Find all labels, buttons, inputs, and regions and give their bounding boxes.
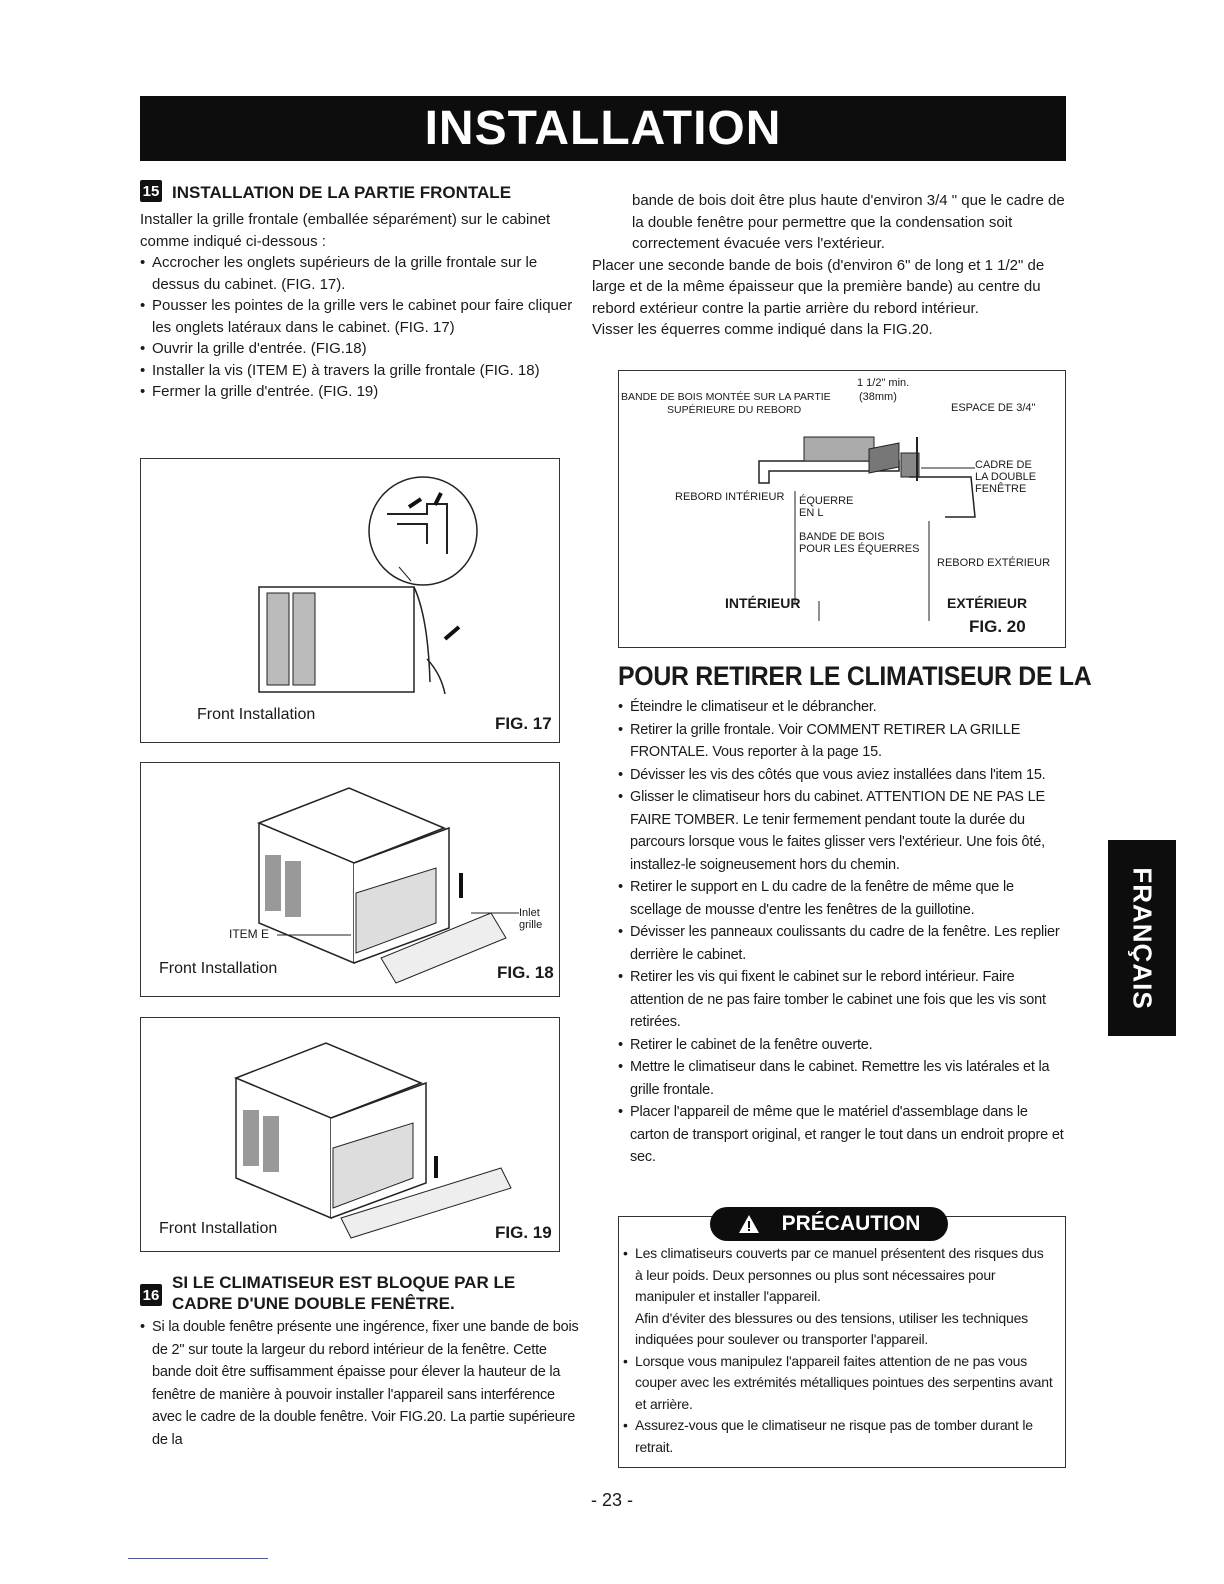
- espace-label: ESPACE DE 3/4": [951, 402, 1036, 414]
- warning-icon: [738, 1214, 760, 1234]
- mm-label: (38mm): [859, 391, 897, 403]
- figure-19-illustration: [141, 1018, 559, 1251]
- list-item: • Mettre le climatiseur dans le cabinet. Remettre les vis latérales et la grille frontale.: [618, 1056, 1066, 1101]
- rebord-exterieur-label: REBORD EXTÉRIEUR: [937, 557, 1051, 569]
- section-15-list: [140, 252, 580, 403]
- list-item: • Dévisser les vis des côtés que vous aviez installées dans l'item 15.: [618, 764, 1066, 787]
- interieur-label: INTÉRIEUR: [725, 595, 801, 611]
- figure-19: [140, 1017, 560, 1252]
- list-item: • Accrocher les onglets supérieurs de la grille frontale sur le dessus du cabinet. (FIG. 17).: [140, 252, 580, 295]
- list-item: • Retirer le cabinet de la fenêtre ouverte.: [618, 1034, 1066, 1057]
- list-item: • Dévisser les panneaux coulissants du cadre de la fenêtre. Les replier derrière le cabinet.: [618, 921, 1066, 966]
- rebord-interieur-label: REBORD INTÉRIEUR: [675, 491, 785, 503]
- list-item: • Retirer le support en L du cadre de la fenêtre de même que le scellage de mousse d'entre les fenêtres de la guillotine.: [618, 876, 1066, 921]
- section-15-title: INSTALLATION DE LA PARTIE FRONTALE: [172, 183, 512, 202]
- bande-equerres-label-1: BANDE DE BOIS: [799, 531, 885, 543]
- list-item: • Retirer la grille frontale. Voir COMMENT RETIRER LA GRILLE FRONTALE. Vous reporter à la page 15.: [618, 719, 1066, 764]
- equerre-label-1: ÉQUERRE: [799, 495, 854, 507]
- section-15-body: [140, 209, 580, 403]
- list-item: • Pousser les pointes de la grille vers le cabinet pour faire cliquer les onglets latéraux dans le cabinet. (FIG. 17): [140, 295, 580, 338]
- caution-title: PRÉCAUTION: [781, 1212, 921, 1235]
- removal-section: [618, 660, 1092, 1169]
- section-16-list: [140, 1316, 580, 1451]
- list-item: • Installer la vis (ITEM E) à travers la grille frontale (FIG. 18): [140, 360, 580, 382]
- language-tab-label: FRANÇAIS: [1127, 866, 1158, 1010]
- figure-20: [618, 370, 1066, 648]
- min-dimension-label: 1 1/2" min.: [857, 377, 910, 389]
- inlet-grille-label: Inlet grille: [519, 907, 543, 931]
- figure-17-caption: Front Installation: [197, 706, 316, 723]
- removal-list: [618, 696, 1066, 1169]
- figure-17-label: FIG. 17: [495, 714, 552, 733]
- caution-header: [710, 1207, 948, 1241]
- page-title: INSTALLATION: [424, 102, 782, 155]
- section-15: [140, 180, 580, 403]
- list-item: • Lorsque vous manipulez l'appareil faites attention de ne pas vous couper avec les extrémités métalliques pointues des serpentins avant et arrière.: [623, 1351, 1053, 1416]
- figure-19-caption: Front Installation: [159, 1220, 278, 1237]
- figure-17-illustration: [141, 459, 559, 742]
- list-item: • Fermer la grille d'entrée. (FIG. 19): [140, 381, 580, 403]
- section-16-heading: [140, 1272, 580, 1314]
- language-tab: [1108, 840, 1176, 1036]
- section-15-heading: [140, 180, 580, 203]
- section-16: [140, 1272, 580, 1451]
- section-16-title: [172, 1272, 515, 1314]
- exterieur-label: EXTÉRIEUR: [947, 595, 1028, 611]
- list-item: • Éteindre le climatiseur et le débrancher.: [618, 696, 1066, 719]
- figure-18-caption: Front Installation: [159, 960, 278, 977]
- section-16-para2: Placer une seconde bande de bois (d'environ 6" de long et 1 1/2" de large et de la même épaisseur que la première bande) au centre du rebord extérieur contre la partie arrière du rebord intérieur.: [592, 256, 1045, 317]
- caution-box: [618, 1216, 1066, 1468]
- equerre-label-2: EN L: [799, 507, 824, 519]
- cadre-label-1: CADRE DE: [975, 459, 1032, 471]
- section-16-title-line1: SI LE CLIMATISEUR EST BLOQUE PAR LE: [172, 1273, 516, 1292]
- section-16-continued: [592, 190, 1067, 341]
- figure-19-label: FIG. 19: [495, 1223, 552, 1242]
- section-16-continued-text: bande de bois doit être plus haute d'environ 3/4 " que le cadre de la double fenêtre pour permettre que la condensation soit correctement évacuée vers l'extérieur.: [632, 192, 1065, 252]
- caution-list: [623, 1243, 1053, 1458]
- section-16-para3: Visser les équerres comme indiqué dans la FIG.20.: [592, 321, 933, 338]
- title-banner: [140, 96, 1066, 161]
- section-16-title-line2: CADRE D'UNE DOUBLE FENÊTRE.: [172, 1294, 455, 1313]
- cadre-label-3: FENÊTRE: [975, 483, 1027, 495]
- bande-montee-label-1: BANDE DE BOIS MONTÉE SUR LA PARTIE: [621, 391, 831, 403]
- caution-extra-text: Afin d'éviter des blessures ou des tensions, utiliser les techniques indiquées pour soulever ou transporter l'appareil.: [635, 1309, 1028, 1347]
- page-number: - 23 -: [590, 1490, 633, 1510]
- figure-18: [140, 762, 560, 997]
- list-item: • Placer l'appareil de même que le matériel d'assemblage dans le carton de transport original, et ranger le tout dans un endroit propre et sec.: [618, 1101, 1066, 1169]
- list-item: • Assurez-vous que le climatiseur ne risque pas de tomber durant le retrait.: [623, 1415, 1053, 1458]
- removal-heading: POUR RETIRER LE CLIMATISEUR DE LA: [618, 661, 1092, 691]
- cadre-label-2: LA DOUBLE: [975, 471, 1037, 483]
- figure-18-label: FIG. 18: [497, 963, 554, 982]
- figure-17: [140, 458, 560, 743]
- bande-equerres-label-2: POUR LES ÉQUERRES: [799, 543, 920, 555]
- item-e-label: ITEM E: [229, 927, 270, 941]
- list-item: • Les climatiseurs couverts par ce manuel présentent des risques dus à leur poids. Deux personnes ou plus sont nécessaires pour manipuler et installer l'appareil.: [623, 1243, 1053, 1308]
- list-item: • Retirer les vis qui fixent le cabinet sur le rebord intérieur. Faire attention de ne pas faire tomber le cabinet une fois que les vis sont retirées.: [618, 966, 1066, 1034]
- section-number-badge: 16: [140, 1284, 162, 1306]
- footer-rule: [128, 1558, 268, 1559]
- list-item: • Glisser le climatiseur hors du cabinet. ATTENTION DE NE PAS LE FAIRE TOMBER. Le tenir fermement pendant toute la durée du parcours lorsque vous le faites glisser vers l'extérieur. Une fois ôté, installez-le soigneusement hors du chemin.: [618, 786, 1066, 876]
- caution-extra: [623, 1308, 1053, 1351]
- section-15-intro: Installer la grille frontale (emballée séparément) sur le cabinet comme indiqué ci-dessous :: [140, 211, 551, 250]
- list-item: • Ouvrir la grille d'entrée. (FIG.18): [140, 338, 580, 360]
- list-item: • Si la double fenêtre présente une ingérence, fixer une bande de bois de 2" sur toute la largeur du rebord intérieur de la fenêtre. Cette bande doit être suffisamment épaisse pour élever la hauteur de la fenêtre de manière à pouvoir installer l'appareil sans interférence avec le cadre de la double fenêtre. Voir FIG.20. La partie supérieure de la: [140, 1316, 580, 1451]
- bande-montee-label-2: SUPÉRIEURE DU REBORD: [667, 404, 802, 416]
- figure-20-label: FIG. 20: [969, 617, 1026, 636]
- section-number-badge: 15: [140, 180, 162, 202]
